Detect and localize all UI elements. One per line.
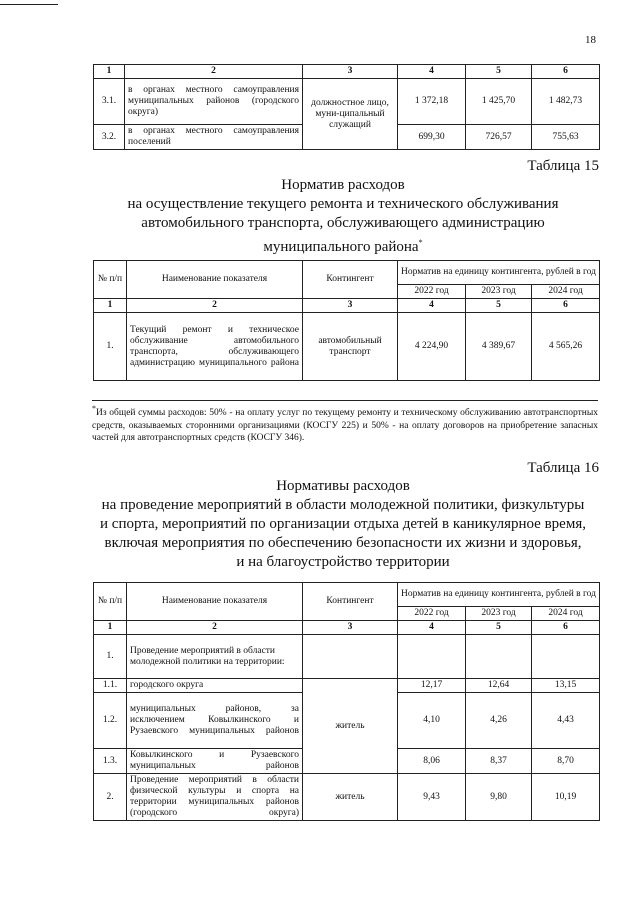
value-2023: 726,57 bbox=[466, 125, 532, 150]
row-number: 3.1. bbox=[94, 79, 125, 125]
col-num-3: 3 bbox=[303, 299, 398, 313]
header-2023: 2023 год bbox=[466, 607, 532, 621]
row-name: Проведение мероприятий в области физической культуры и спорта на территории муниципальных районов (городского округа) bbox=[127, 774, 303, 821]
header-num: № п/п bbox=[94, 583, 127, 621]
table-row bbox=[94, 313, 600, 381]
table15-title-line: на осуществление текущего ремонта и технического обслуживания bbox=[127, 196, 559, 212]
col-num-1: 1 bbox=[94, 621, 127, 635]
row-contingent bbox=[303, 635, 398, 679]
header-num: № п/п bbox=[94, 261, 127, 299]
footnote-mark: * bbox=[92, 404, 96, 413]
row-number: 1.3. bbox=[94, 749, 127, 774]
table16-title-line: и спорта, мероприятий по организации отдыха детей в каникулярное время, bbox=[100, 516, 586, 532]
col-num-6: 6 bbox=[532, 621, 600, 635]
row-contingent: автомобильный транспорт bbox=[303, 313, 398, 381]
header-norm: Норматив на единицу контингента, рублей в год bbox=[398, 261, 600, 285]
row-number: 2. bbox=[94, 774, 127, 821]
table16 bbox=[93, 582, 600, 821]
table-number-row bbox=[94, 65, 600, 79]
table-row bbox=[94, 635, 600, 679]
table16-title-line: и на благоустройство территории bbox=[236, 554, 450, 570]
table15-title-line: автомобильного транспорта, обслуживающего администрацию bbox=[141, 215, 545, 231]
col-num-2: 2 bbox=[127, 299, 303, 313]
row-contingent: должностное лицо, муни-ципальный служащий bbox=[303, 79, 398, 150]
row-number: 1. bbox=[94, 635, 127, 679]
value-2024 bbox=[532, 635, 600, 679]
row-name: Ковылкинского и Рузаевского муниципальных районов bbox=[127, 749, 303, 774]
value-2022 bbox=[398, 635, 466, 679]
value-2023: 9,80 bbox=[466, 774, 532, 821]
col-num-4: 4 bbox=[398, 621, 466, 635]
table-number-row bbox=[94, 621, 600, 635]
value-2024: 13,15 bbox=[532, 679, 600, 693]
row-number: 1.1. bbox=[94, 679, 127, 693]
value-2023: 4,26 bbox=[466, 693, 532, 749]
table16-title-line: включая мероприятия по обеспечению безопасности их жизни и здоровья, bbox=[104, 535, 582, 551]
col-num-4: 4 bbox=[398, 65, 466, 79]
col-num-2: 2 bbox=[127, 621, 303, 635]
row-name: в органах местного самоуправления муниципальных районов (городского округа) bbox=[125, 79, 303, 125]
col-num-4: 4 bbox=[398, 299, 466, 313]
row-number: 1. bbox=[94, 313, 127, 381]
row-name: Проведение мероприятий в области молодежной политики на территории: bbox=[127, 635, 303, 679]
row-name: в органах местного самоуправления поселений bbox=[125, 125, 303, 150]
row-number: 1.2. bbox=[94, 693, 127, 749]
col-num-5: 5 bbox=[466, 299, 532, 313]
value-2022: 1 372,18 bbox=[398, 79, 466, 125]
header-name: Наименование показателя bbox=[127, 583, 303, 621]
value-2023 bbox=[466, 635, 532, 679]
value-2024: 4,43 bbox=[532, 693, 600, 749]
row-name: муниципальных районов, за исключением Ковылкинского и Рузаевского муниципальных районов bbox=[127, 693, 303, 749]
table-number-row bbox=[94, 299, 600, 313]
value-2022: 699,30 bbox=[398, 125, 466, 150]
col-num-3: 3 bbox=[303, 65, 398, 79]
col-num-1: 1 bbox=[94, 65, 125, 79]
table15-label: Таблица 15 bbox=[527, 158, 599, 174]
col-num-1: 1 bbox=[94, 299, 127, 313]
header-name: Наименование показателя bbox=[127, 261, 303, 299]
table-continuation bbox=[93, 64, 600, 150]
row-contingent: житель bbox=[303, 774, 398, 821]
table16-title bbox=[86, 477, 600, 572]
table-row bbox=[94, 679, 600, 693]
row-number: 3.2. bbox=[94, 125, 125, 150]
table16-label: Таблица 16 bbox=[527, 460, 599, 476]
col-num-6: 6 bbox=[532, 65, 600, 79]
col-num-2: 2 bbox=[125, 65, 303, 79]
table16-title-line: на проведение мероприятий в области молодежной политики, физкультуры bbox=[101, 497, 585, 513]
value-2023: 12,64 bbox=[466, 679, 532, 693]
table15-title-line: муниципального района* bbox=[263, 238, 423, 255]
footnote-mark: * bbox=[418, 238, 423, 247]
value-2022: 4,10 bbox=[398, 693, 466, 749]
row-name: Текущий ремонт и техническое обслуживание автомобильного транспорта, обслуживающего администрацию муниципального района bbox=[127, 313, 303, 381]
header-2022: 2022 год bbox=[398, 607, 466, 621]
table15-title-line: Норматив расходов bbox=[281, 177, 405, 193]
table15 bbox=[93, 260, 600, 381]
row-name: городского округа bbox=[127, 679, 303, 693]
table-row bbox=[94, 774, 600, 821]
value-2022: 4 224,90 bbox=[398, 313, 466, 381]
header-2022: 2022 год bbox=[398, 285, 466, 299]
row-contingent: житель bbox=[303, 679, 398, 774]
table16-title-line: Нормативы расходов bbox=[276, 478, 410, 494]
top-rule bbox=[0, 4, 58, 5]
value-2023: 4 389,67 bbox=[466, 313, 532, 381]
value-2024: 10,19 bbox=[532, 774, 600, 821]
header-contingent: Контингент bbox=[303, 583, 398, 621]
table15-title bbox=[86, 176, 600, 257]
footnote-text: Из общей суммы расходов: 50% - на оплату услуг по текущему ремонту и техническому обслуживанию автотранспортных средств, оказываемых сторонними организациями (КОСГУ 225) и 50% - на оплату договоров на приобретение запасных частей для автотранспортных средств (КОСГУ 346). bbox=[92, 408, 598, 444]
col-num-5: 5 bbox=[466, 65, 532, 79]
table-row bbox=[94, 79, 600, 125]
col-num-5: 5 bbox=[466, 621, 532, 635]
value-2024: 755,63 bbox=[532, 125, 600, 150]
header-2024: 2024 год bbox=[532, 285, 600, 299]
value-2023: 8,37 bbox=[466, 749, 532, 774]
header-contingent: Контингент bbox=[303, 261, 398, 299]
value-2024: 4 565,26 bbox=[532, 313, 600, 381]
header-2023: 2023 год bbox=[466, 285, 532, 299]
value-2022: 9,43 bbox=[398, 774, 466, 821]
value-2024: 8,70 bbox=[532, 749, 600, 774]
value-2022: 12,17 bbox=[398, 679, 466, 693]
header-norm: Норматив на единицу контингента, рублей в год bbox=[398, 583, 600, 607]
value-2022: 8,06 bbox=[398, 749, 466, 774]
page-number: 18 bbox=[585, 34, 596, 46]
col-num-3: 3 bbox=[303, 621, 398, 635]
value-2024: 1 482,73 bbox=[532, 79, 600, 125]
col-num-6: 6 bbox=[532, 299, 600, 313]
value-2023: 1 425,70 bbox=[466, 79, 532, 125]
footnote bbox=[92, 400, 598, 445]
header-2024: 2024 год bbox=[532, 607, 600, 621]
